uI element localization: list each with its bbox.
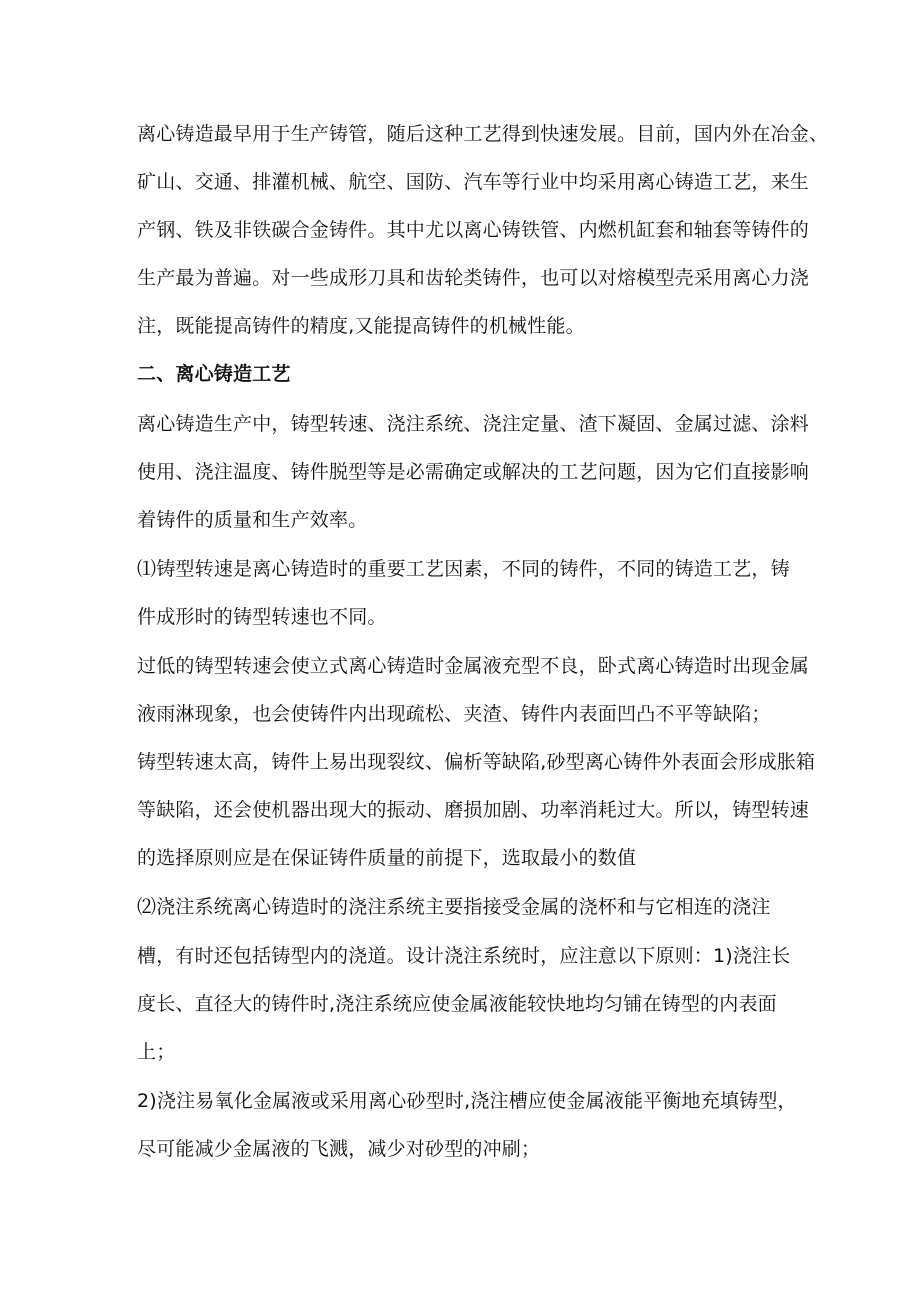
paragraph-line: 矿山、交通、排灌机械、航空、国防、汽车等行业中均采用离心铸造工艺，来生 xyxy=(137,171,810,193)
paragraph-line: 产钢、铁及非铁碳合金铸件。其中尤以离心铸铁管、内燃机缸套和轴套等铸件的 xyxy=(137,219,810,241)
paragraph-line: 离心铸造生产中，铸型转速、浇注系统、浇注定量、渣下凝固、金属过滤、涂料 xyxy=(137,413,810,435)
paragraph-line: 2)浇注易氧化金属液或采用离心砂型时,浇注槽应使金属液能平衡地充填铸型， xyxy=(137,1090,797,1112)
paragraph-line: 注，既能提高铸件的精度,又能提高铸件的机械性能。 xyxy=(137,315,585,337)
paragraph-line: ⑵浇注系统离心铸造时的浇注系统主要指接受金属的浇杯和与它相连的浇注 xyxy=(137,896,771,918)
paragraph-line: 尽可能减少金属液的飞溅，减少对砂型的冲刷； xyxy=(137,1138,541,1160)
paragraph-line: 使用、浇注温度、铸件脱型等是必需确定或解决的工艺问题，因为它们直接影响 xyxy=(137,461,810,483)
paragraph-line: 着铸件的质量和生产效率。 xyxy=(137,509,368,531)
paragraph-line: 上； xyxy=(137,1041,176,1063)
paragraph-line: 铸型转速太高，铸件上易出现裂纹、偏析等缺陷,砂型离心铸件外表面会形成胀箱 xyxy=(137,751,816,773)
paragraph-line: 离心铸造最早用于生产铸管，随后这种工艺得到快速发展。目前，国内外在冶金、 xyxy=(137,123,829,145)
section-heading: 二、离心铸造工艺 xyxy=(137,363,291,385)
paragraph-line: 度长、直径大的铸件时,浇注系统应使金属液能较快地均匀铺在铸型的内表面 xyxy=(137,993,777,1015)
paragraph-line: 槽，有时还包括铸型内的浇道。设计浇注系统时，应注意以下原则：1)浇注长 xyxy=(137,945,791,967)
paragraph-line: 液雨淋现象，也会使铸件内出现疏松、夹渣、铸件内表面凹凸不平等缺陷； xyxy=(137,703,771,725)
paragraph-line: 生产最为普遍。对一些成形刀具和齿轮类铸件，也可以对熔模型壳采用离心力浇 xyxy=(137,267,810,289)
paragraph-line: 件成形时的铸型转速也不同。 xyxy=(137,606,387,628)
paragraph-line: 过低的铸型转速会使立式离心铸造时金属液充型不良，卧式离心铸造时出现金属 xyxy=(137,655,810,677)
paragraph-line: 等缺陷，还会使机器出现大的振动、磨损加剧、功率消耗过大。所以，铸型转速 xyxy=(137,799,810,821)
paragraph-line: ⑴铸型转速是离心铸造时的重要工艺因素，不同的铸件，不同的铸造工艺，铸 xyxy=(137,558,790,580)
paragraph-line: 的选择原则应是在保证铸件质量的前提下，选取最小的数值 xyxy=(137,847,637,869)
